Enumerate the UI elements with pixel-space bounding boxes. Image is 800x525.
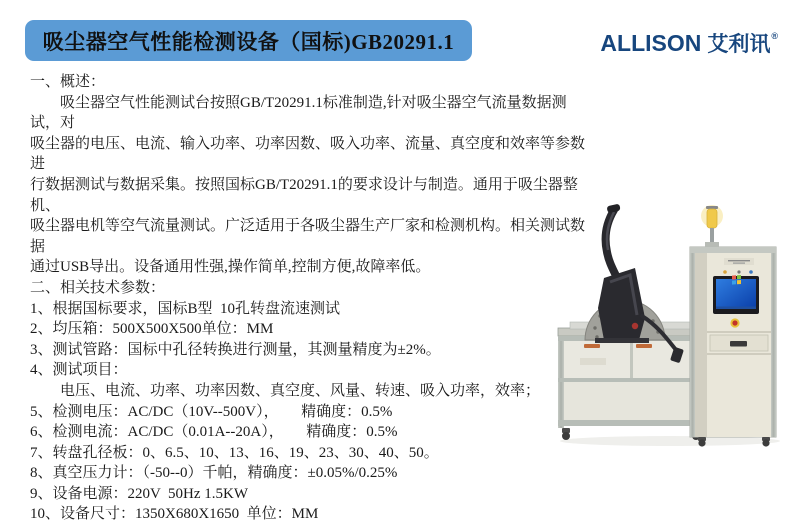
- param-line: 5、检测电压：AC/DC（10V--500V）， 精确度：0.5%: [30, 403, 393, 420]
- overview-heading: 一、概述：: [30, 74, 106, 90]
- param-line: 1、根据国标要求，国标B型 10孔转盘流速测试: [30, 300, 341, 317]
- equipment-photo: [540, 200, 800, 448]
- registered-trademark-icon: ®: [771, 31, 778, 41]
- param-line: 电压、电流、功率、功率因数、真空度、风量、转速、吸入功率，效率；: [60, 382, 541, 399]
- spec-text-block: [30, 72, 590, 525]
- param-line: 3、测试管路：国标中孔径转换进行测量，其测量精度为±2%。: [30, 341, 441, 358]
- param-line: 2、均压箱：500X500X500单位：MM: [30, 321, 274, 338]
- cabinet-drawer: [710, 335, 768, 351]
- param-line: 9、设备电源：220V 50Hz 1.5KW: [30, 485, 249, 502]
- vacuum-cleaner: [584, 204, 684, 364]
- overview-line: 吸尘器电机等空气流量测试。广泛适用于各吸尘器生产厂家和检测机构。相关测试数据: [30, 218, 586, 255]
- page-title: 吸尘器空气性能检测设备（国标)GB20291.1: [42, 29, 455, 54]
- brand-logo-cjk: 艾利讯: [707, 33, 771, 56]
- param-line: 7、转盘孔径板：0、6.5、10、13、16、19、23、30、40、50。: [30, 444, 439, 461]
- control-cabinet: [690, 247, 776, 447]
- title-banner: [25, 20, 472, 61]
- overview-line: 吸尘器的电压、电流、输入功率、功率因数、吸入功率、流量、真空度和效率等参数进: [30, 135, 586, 173]
- beacon-light: [701, 205, 723, 247]
- overview-line: 行数据测试与数据采集。按照国标GB/T20291.1的要求设计与制造。通用于吸尘器整机、: [30, 176, 578, 214]
- brand-logo-wordmark: ALLISON: [600, 30, 702, 56]
- brand-logo: [600, 28, 778, 58]
- param-line: 6、检测电流：AC/DC（0.01A--20A）， 精确度：0.5%: [30, 424, 398, 441]
- param-line: 8、真空压力计：（-50--0）千帕，精确度：±0.05%/0.25%: [30, 465, 398, 482]
- overview-line: 吸尘器空气性能测试台按照GB/T20291.1标准制造,针对吸尘器空气流量数据测试，对: [30, 94, 567, 132]
- param-line: 4、测试项目：: [30, 362, 128, 379]
- emergency-stop-button: [730, 318, 739, 327]
- param-line: 10、设备尺寸：1350X680X1650 单位：MM: [30, 506, 319, 523]
- params-heading: 二、相关技术参数：: [30, 279, 166, 296]
- monitor: [713, 275, 759, 314]
- overview-line: 通过USB导出。设备通用性强,操作简单,控制方便,故障率低。: [30, 259, 431, 276]
